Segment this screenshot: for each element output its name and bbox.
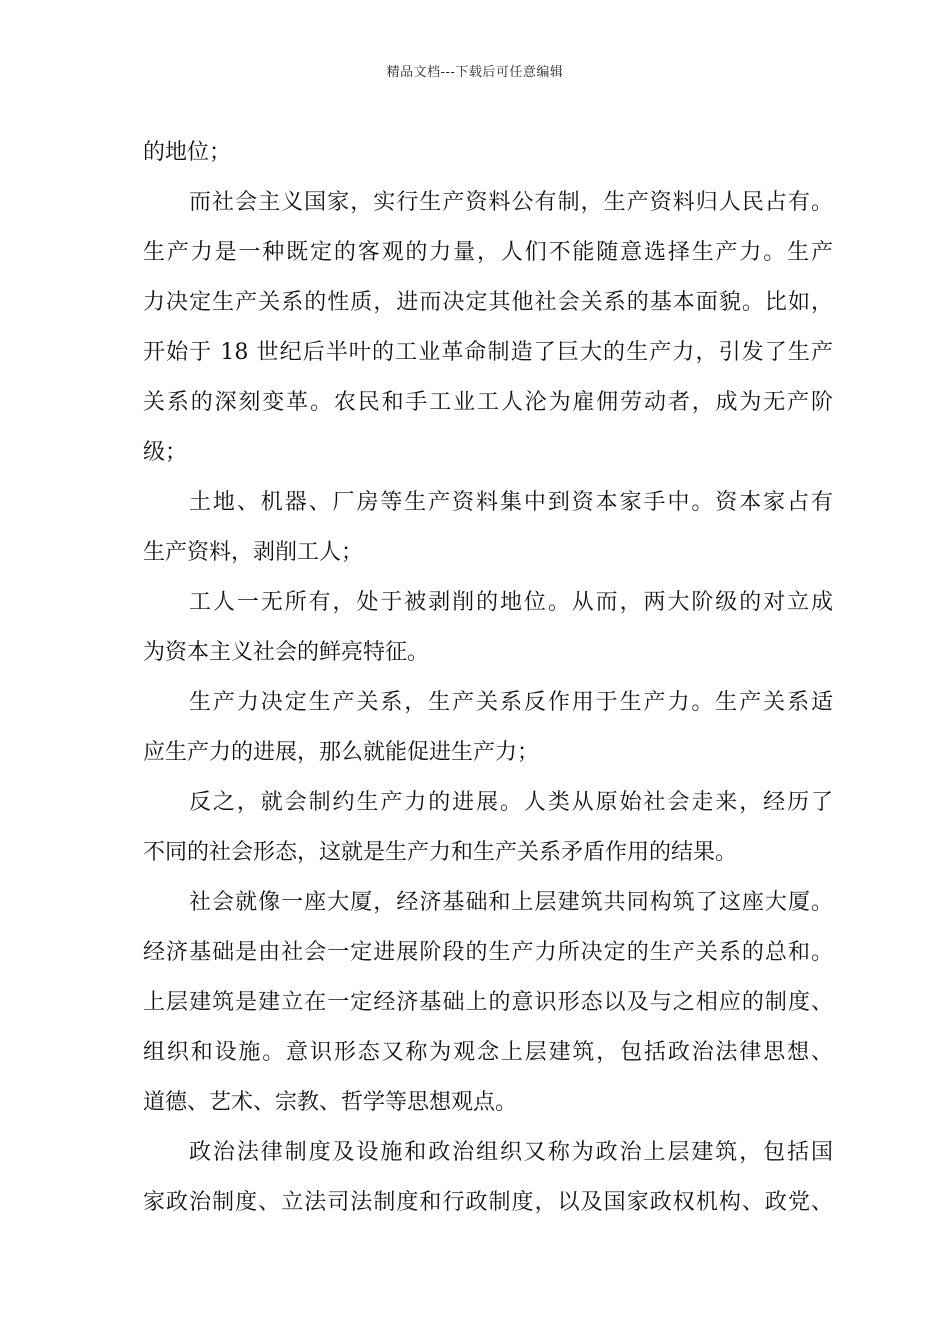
text-line: 应生产力的进展，那么就能促进生产力； — [143, 740, 540, 765]
text-line: 开始于 18 世纪后半叶的工业革命制造了巨大的生产力，引发了生产 — [143, 340, 833, 365]
text-line: 家政治制度、立法司法制度和行政制度，以及国家政权机构、政党、 — [143, 1190, 833, 1215]
text-line: 道德、艺术、宗教、哲学等思想观点。 — [143, 1090, 518, 1115]
text-line: 关系的深刻变革。农民和手工业工人沦为雇佣劳动者，成为无产阶 — [143, 390, 833, 415]
text-line: 生产资料，剥削工人； — [143, 540, 364, 565]
text-line: 级； — [143, 440, 188, 465]
text-line: 社会就像一座大厦，经济基础和上层建筑共同构筑了这座大厦。 — [189, 890, 833, 915]
text-line: 上层建筑是建立在一定经济基础上的意识形态以及与之相应的制度、 — [143, 990, 833, 1015]
text-line: 组织和设施。意识形态又称为观念上层建筑，包括政治法律思想、 — [143, 1040, 833, 1065]
text-line: 政治法律制度及设施和政治组织又称为政治上层建筑，包括国 — [189, 1140, 833, 1165]
page-header: 精品文档---下载后可任意编辑 — [386, 65, 564, 80]
text-line: 工人一无所有，处于被剥削的地位。从而，两大阶级的对立成 — [189, 590, 833, 615]
text-line: 土地、机器、厂房等生产资料集中到资本家手中。资本家占有 — [189, 490, 833, 515]
body-text — [143, 128, 833, 1228]
text-line: 生产力是一种既定的客观的力量，人们不能随意选择生产力。生产 — [143, 240, 833, 265]
text-line: 反之，就会制约生产力的进展。人类从原始社会走来，经历了 — [189, 790, 833, 815]
text-line: 经济基础是由社会一定进展阶段的生产力所决定的生产关系的总和。 — [143, 940, 833, 965]
text-line: 不同的社会形态，这就是生产力和生产关系矛盾作用的结果。 — [143, 840, 738, 865]
text-line: 而社会主义国家，实行生产资料公有制，生产资料归人民占有。 — [189, 190, 833, 215]
text-line: 力决定生产关系的性质，进而决定其他社会关系的基本面貌。比如， — [143, 290, 833, 315]
text-line: 的地位； — [143, 140, 232, 165]
text-line: 为资本主义社会的鲜亮特征。 — [143, 640, 430, 665]
text-line: 生产力决定生产关系，生产关系反作用于生产力。生产关系适 — [189, 690, 833, 715]
